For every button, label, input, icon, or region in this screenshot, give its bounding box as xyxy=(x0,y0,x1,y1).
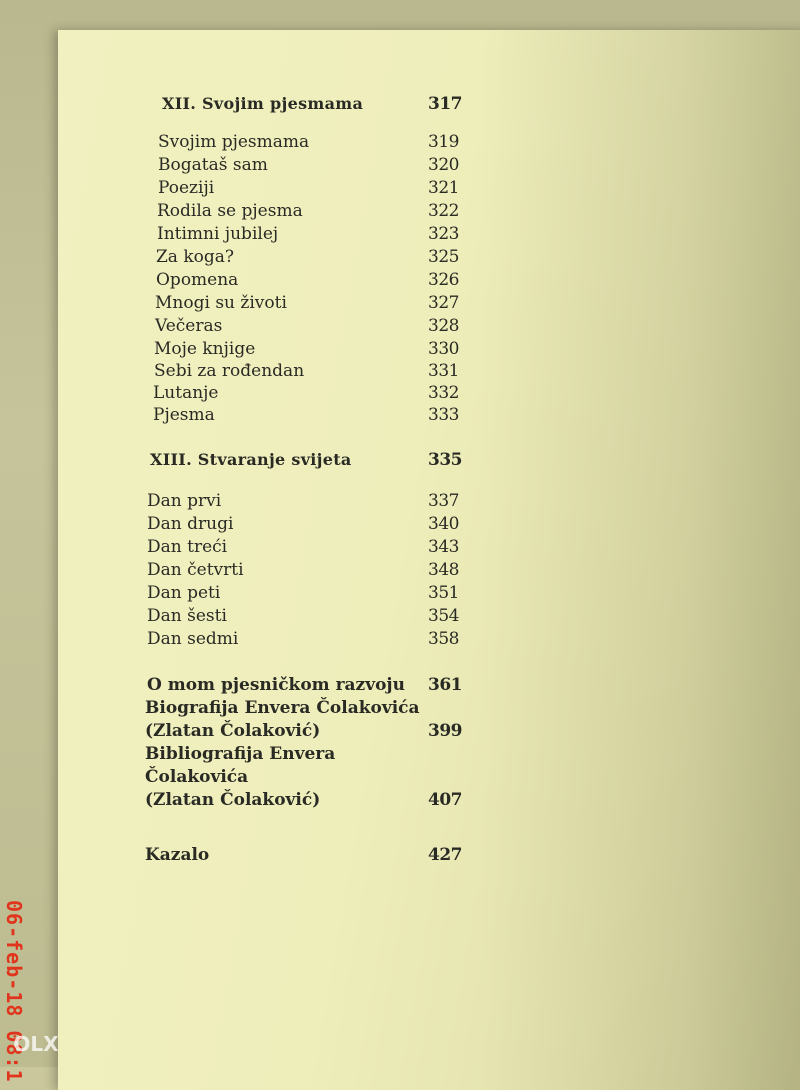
toc-entry-title: (Zlatan Čolaković) xyxy=(145,721,321,741)
toc-entry-title: Bogataš sam xyxy=(158,155,268,175)
toc-entry-title: XIII. Stvaranje svijeta xyxy=(150,450,352,469)
toc-entry xyxy=(0,627,800,651)
toc-entry-title: Opomena xyxy=(156,270,239,290)
toc-entry xyxy=(0,199,800,223)
toc-entry-page: 328 xyxy=(428,316,459,336)
toc-entry-page: 320 xyxy=(428,155,459,175)
toc-entry-title: Biografija Envera Čolakovića xyxy=(145,698,420,718)
toc-entry-title: Dan šesti xyxy=(147,606,227,626)
toc-entry-title: Dan četvrti xyxy=(147,560,244,580)
toc-entry-title: O mom pjesničkom razvoju xyxy=(147,675,405,695)
toc-entry-title: Za koga? xyxy=(156,247,235,267)
toc-entry-title: Dan peti xyxy=(147,583,221,603)
toc-entry-title: Čolakovića xyxy=(145,767,249,787)
toc-entry xyxy=(0,696,800,720)
toc-entry-page: 358 xyxy=(428,629,459,649)
toc-entry xyxy=(0,337,800,361)
toc-entry xyxy=(0,604,800,628)
toc-entry-page: 351 xyxy=(428,583,459,603)
toc-entry-title: (Zlatan Čolaković) xyxy=(145,790,321,810)
toc-entry xyxy=(0,268,800,292)
toc-entry xyxy=(0,535,800,559)
watermark-logo: OLX xyxy=(13,1032,59,1056)
toc-entry xyxy=(0,176,800,200)
toc-entry-title: Poeziji xyxy=(158,178,215,198)
toc-entry xyxy=(0,222,800,246)
photo-date-stamp: 06-feb-18 08:1 xyxy=(2,900,26,1083)
toc-entry xyxy=(0,558,800,582)
toc-entry xyxy=(0,403,800,427)
toc-entry-title: Bibliografija Envera xyxy=(145,744,336,764)
toc-entry-page: 361 xyxy=(428,675,462,695)
toc-entry xyxy=(0,130,800,154)
toc-entry xyxy=(0,719,800,743)
toc-entry-title: Intimni jubilej xyxy=(157,224,279,244)
toc-entry-title: Sebi za rođendan xyxy=(154,361,305,381)
toc-entry-title: Lutanje xyxy=(153,383,219,403)
toc-entry-title: Mnogi su životi xyxy=(155,293,287,313)
toc-entry xyxy=(0,765,800,789)
toc-entry xyxy=(0,489,800,513)
toc-entry-page: 348 xyxy=(428,560,459,580)
toc-entry-page: 399 xyxy=(428,721,462,741)
toc-entry-page: 330 xyxy=(428,339,459,359)
toc-entry xyxy=(0,245,800,269)
toc-entry xyxy=(0,581,800,605)
toc-entry-page: 337 xyxy=(428,491,459,511)
toc-entry xyxy=(0,359,800,383)
toc-entry-page: 407 xyxy=(428,790,462,810)
toc-entry-page: 327 xyxy=(428,293,459,313)
toc-entry-title: Dan sedmi xyxy=(147,629,239,649)
toc-entry-page: 325 xyxy=(428,247,459,267)
toc-entry-page: 323 xyxy=(428,224,459,244)
toc-entry-page: 332 xyxy=(428,383,459,403)
toc-entry-page: 326 xyxy=(428,270,459,290)
toc-entry-title: Kazalo xyxy=(145,845,210,865)
toc-entry xyxy=(0,448,800,472)
toc-entry xyxy=(0,291,800,315)
toc-entry-page: 335 xyxy=(428,450,462,470)
toc-entry xyxy=(0,92,800,116)
toc-entry-page: 317 xyxy=(428,94,462,114)
toc-entry xyxy=(0,153,800,177)
toc-entry xyxy=(0,788,800,812)
toc-entry xyxy=(0,512,800,536)
toc-entry xyxy=(0,314,800,338)
toc-entry-title: Dan treći xyxy=(147,537,228,557)
toc-entry-title: XII. Svojim pjesmama xyxy=(162,94,364,113)
toc-entry-title: Dan drugi xyxy=(147,514,234,534)
toc-entry-page: 331 xyxy=(428,361,459,381)
toc-entry-title: Večeras xyxy=(155,316,223,336)
toc-entry-page: 343 xyxy=(428,537,459,557)
toc-entry-title: Rodila se pjesma xyxy=(157,201,303,221)
toc-entry-page: 354 xyxy=(428,606,459,626)
toc-entry xyxy=(0,843,800,867)
toc-entry-title: Pjesma xyxy=(153,405,215,425)
toc-entry-page: 319 xyxy=(428,132,459,152)
toc-entry-page: 322 xyxy=(428,201,459,221)
toc-entry xyxy=(0,381,800,405)
toc-entry-page: 333 xyxy=(428,405,459,425)
toc-entry-page: 427 xyxy=(428,845,462,865)
toc-entry xyxy=(0,742,800,766)
toc-entry-page: 340 xyxy=(428,514,459,534)
toc-entry-title: Svojim pjesmama xyxy=(158,132,310,152)
toc-entry-title: Dan prvi xyxy=(147,491,222,511)
toc-entry xyxy=(0,673,800,697)
toc-entry-title: Moje knjige xyxy=(154,339,256,359)
toc-entry-page: 321 xyxy=(428,178,459,198)
